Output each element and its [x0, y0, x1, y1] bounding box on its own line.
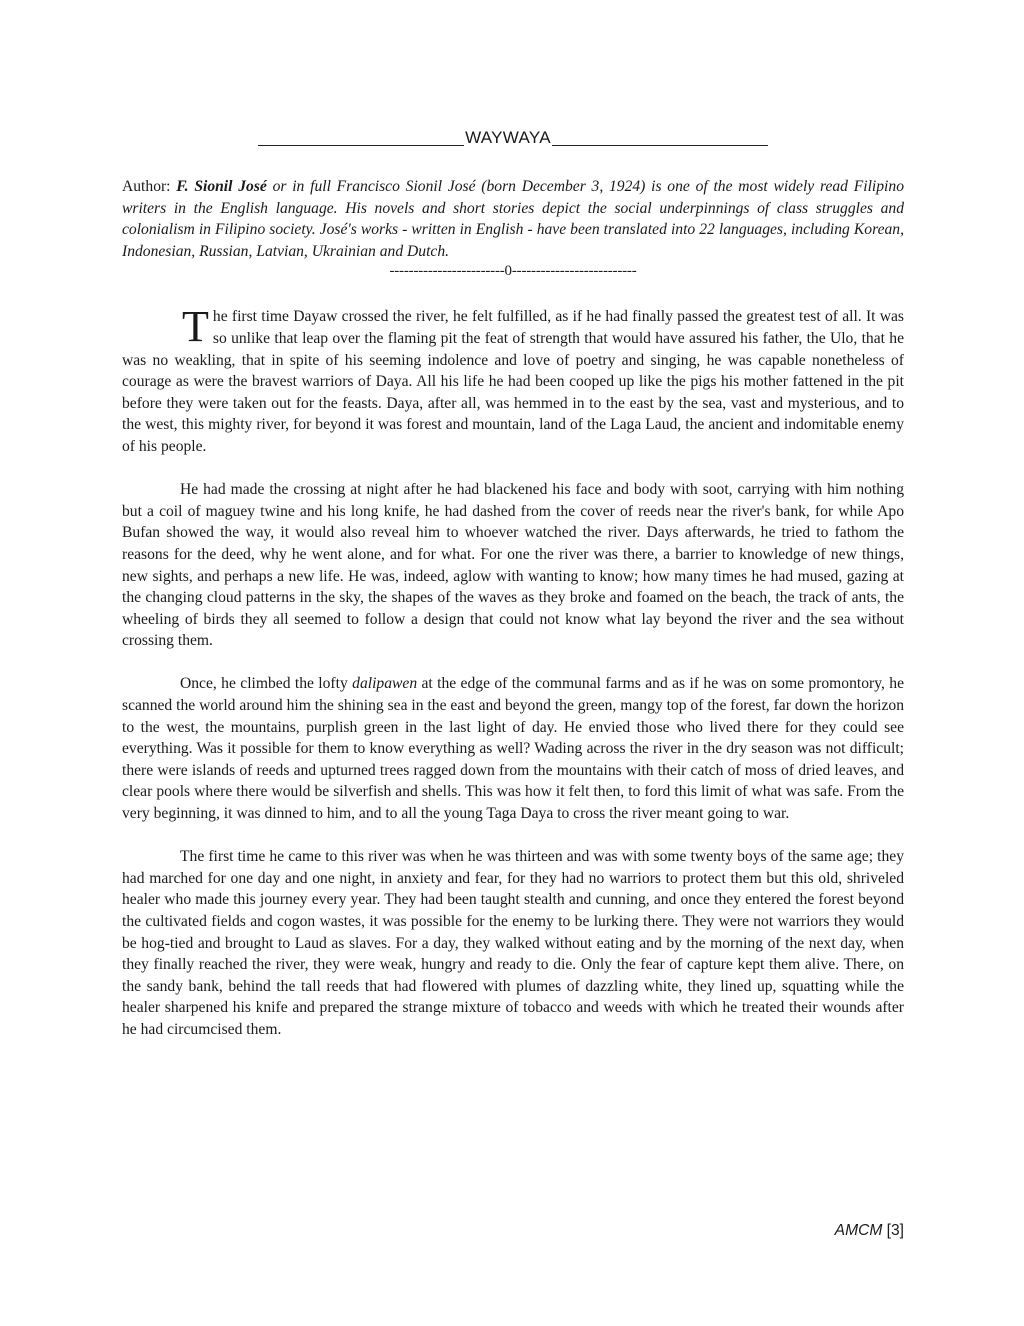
story-paragraph-3-emphasis: dalipawen: [352, 675, 418, 693]
story-paragraph-2: He had made the crossing at night after he had blackened his face and body with soot, carrying with him nothing but a coil of maguey twine and his long knife, he had dashed from the cover of reeds near the river's bank, for while Apo Bufan showed the way, it would also reveal him to whoever watched the river. Days afterwards, he tried to fathom the reasons for the deed, why he went alone, and for what. For one the river was there, a barrier to knowledge of new things, new sights, and perhaps a new life. He was, indeed, aglow with wanting to know; how many times he had mused, gazing at the changing cloud patterns in the sky, the shapes of the waves as they broke and foamed on the beach, the track of ants, the wheeling of birds they all seemed to follow a design that could not know what lay beyond the river and the sea without crossing them.: [122, 481, 904, 650]
story-paragraph-1-text: he first time Dayaw crossed the river, he felt fulfilled, as if he had finally passed the greatest test of all. It was so unlike that leap over the flaming pit the feat of strength that would have assured his father, the Ulo, that he was no weakling, that in spite of his seeming indolence and love of poetry and singing, he was capable nonetheless of courage as were the bravest warriors of Daya. All his life he had been cooped up like the pigs his mother fattened in the pit before they were taken out for the feasts. Daya, after all, was hemmed in to the east by the sea, vast and mysterious, and to the west, this mighty river, for beyond it was forest and mountain, land of the Laga Laud, the ancient and indomitable enemy of his people.: [122, 308, 904, 455]
document-page: [122, 124, 904, 1041]
story-paragraph-3-before: Once, he climbed the lofty: [180, 675, 353, 693]
page-footer: [835, 1222, 904, 1240]
author-paragraph: [122, 176, 904, 262]
author-label: Author:: [122, 178, 177, 195]
footer-code: AMCM: [834, 1222, 883, 1239]
title-line: [122, 124, 904, 148]
author-name: F. Sionil José: [176, 178, 267, 195]
story-paragraph-3-after: at the edge of the communal farms and as if he was on some promontory, he scanned the world around him the shining sea in the east and beyond the green, mangy top of the forest, far down the horizon to the west, the mountains, purplish green in the last light of day. He envied those who lived there for they could see everything. Was it possible for them to know everything as well? Wading across the river in the dry season was not difficult; there were islands of reeds and upturned trees ragged down from the mountains with their catch of moss of dried leaves, and clear pools where there would be silverfish and shells. This was how it felt then, to ford this limit of what was safe. From the very beginning, it was dinned to him, and to all the young Taga Daya to cross the river meant going to war.: [122, 675, 904, 823]
page-number: [3]: [882, 1222, 904, 1239]
story-paragraph-4: The first time he came to this river was when he was thirteen and was with some twenty boys of the same age; they had marched for one day and one night, in anxiety and fear, for they had no warriors to protect them but this old, shriveled healer who made this journey every year. They had been taught stealth and cunning, and once they entered the forest beyond the cultivated fields and cogon wastes, it was possible for the enemy to be lurking there. They were not warriors they would be hog-tied and brought to Laud as slaves. For a day, they walked without eating and by the morning of the next day, when they finally reached the river, they were weak, hungry and ready to die. Only the fear of capture kept them alive. There, on the sandy bank, behind the tall reeds that had flowered with plumes of dazzling white, they lined up, squatting while the healer sharpened his knife and prepared the strange mixture of tobacco and weeds with which he treated their wounds after he had circumcised them.: [122, 848, 904, 1038]
story-paragraph-3: [122, 673, 904, 824]
title-rule-left: [258, 145, 464, 146]
author-bio: or in full Francisco Sionil José (born December 3, 1924) is one of the most widely read Filipino writers in the English language. His novels and short stories depict the social underpinnings of class struggles and colonialism in Filipino society. José's works - written in English - have been translated into 22 languages, including Korean, Indonesian, Russian, Latvian, Ukrainian and Dutch.: [122, 178, 904, 260]
document-title: WAYWAYA: [465, 128, 551, 147]
story-paragraph-1: [122, 302, 904, 457]
drop-cap: T: [182, 302, 209, 352]
section-divider: ------------------------0--------------------------: [389, 263, 637, 280]
title-rule-right: [552, 145, 768, 146]
